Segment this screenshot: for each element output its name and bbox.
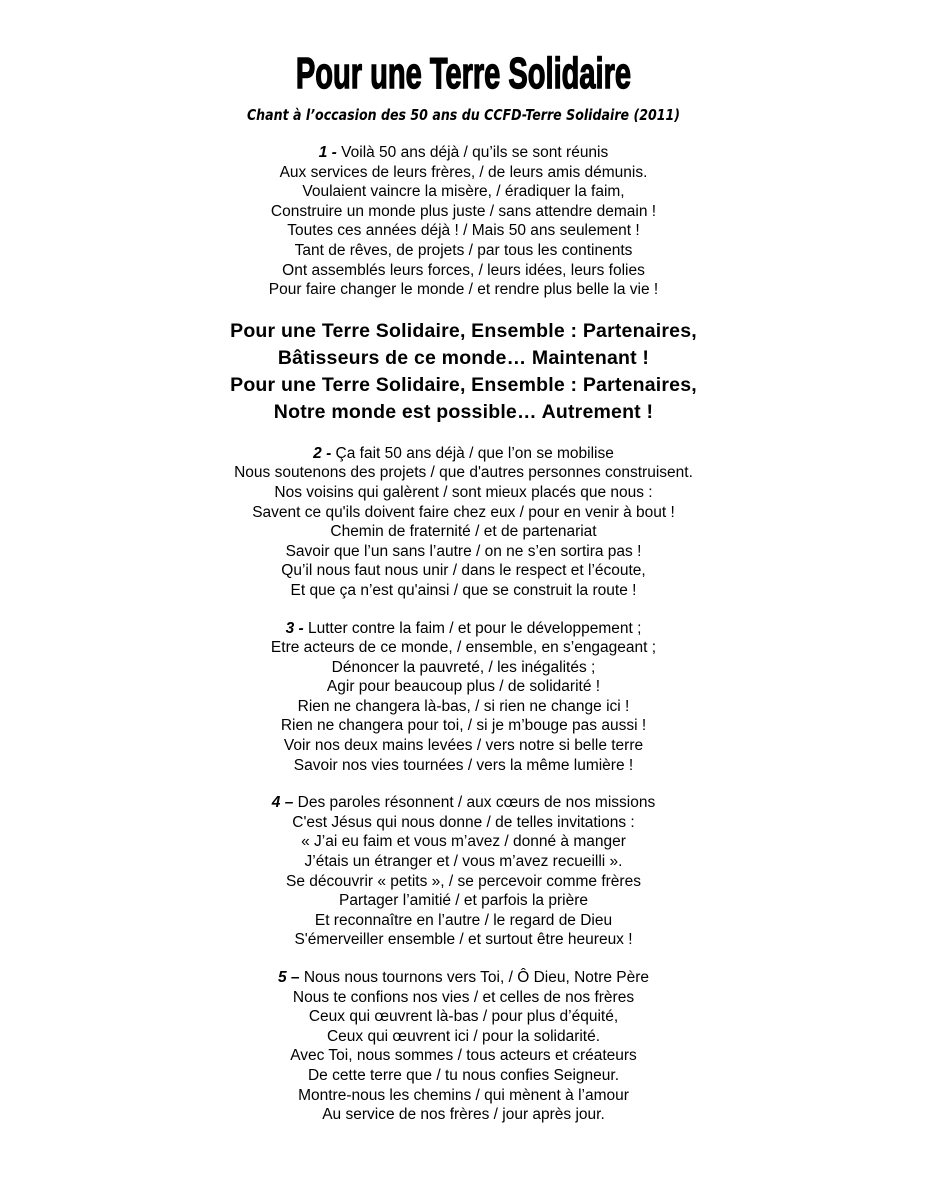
verse-3 [0, 619, 927, 776]
lyric-line: Savoir que l’un sans l’autre / on ne s’en sortira pas ! [285, 542, 642, 560]
chorus-line: Bâtisseurs de ce monde… Maintenant ! [277, 346, 650, 369]
lyric-line: « J’ai eu faim et vous m’avez / donné à manger [301, 833, 626, 851]
lyric-line: Qu’il nous faut nous unir / dans le respect et l’écoute, [281, 562, 646, 580]
lyric-line: Etre acteurs de ce monde, / ensemble, en s’engageant ; [270, 639, 657, 657]
lyric-line: Montre-nous les chemins / qui mènent à l’amour [298, 1086, 629, 1104]
lyric-line: Ceux qui œuvrent ici / pour la solidarité. [326, 1027, 601, 1045]
lyric-line: Savent ce qu'ils doivent faire chez eux / pour en venir à bout ! [252, 503, 675, 521]
lyric-line: Dénoncer la pauvreté, / les inégalités ; [331, 658, 596, 676]
verse-2 [0, 444, 927, 601]
page-subtitle: Chant à l’occasion des 50 ans du CCFD-Terre Solidaire (2011) [246, 106, 681, 124]
lyric-line: Savoir nos vies tournées / vers la même lumière ! [293, 756, 634, 774]
lyric-line: Tant de rêves, de projets / par tous les continents [294, 241, 633, 259]
lyric-line-text: Lutter contre la faim / et pour le développement ; [307, 619, 642, 637]
lyric-line: De cette terre que / tu nous confies Seigneur. [307, 1066, 620, 1084]
lyric-line [0, 619, 927, 639]
lyric-line: Toutes ces années déjà ! / Mais 50 ans seulement ! [287, 222, 640, 240]
chorus-line: Pour une Terre Solidaire, Ensemble : Partenaires, [230, 373, 697, 396]
lyric-line-text: Des paroles résonnent / aux cœurs de nos missions [297, 794, 656, 812]
lyric-line-text: Nous nous tournons vers Toi, / Ô Dieu, Notre Père [303, 969, 650, 986]
lyric-line: Avec Toi, nous sommes / tous acteurs et créateurs [290, 1047, 637, 1065]
lyric-line: Et que ça n’est qu'ainsi / que se construit la route ! [290, 581, 637, 599]
chorus-block [0, 318, 927, 426]
lyric-line-text: Ça fait 50 ans déjà / que l’on se mobilise [335, 444, 614, 462]
verse-number-marker: 2 - [313, 444, 332, 462]
verse-5 [0, 968, 927, 1125]
lyric-line [0, 444, 927, 464]
lyric-line: Voir nos deux mains levées / vers notre si belle terre [283, 737, 644, 755]
chorus-line: Notre monde est possible… Autrement ! [273, 400, 654, 423]
lyric-line-text: Voilà 50 ans déjà / qu’ils se sont réunis [341, 144, 609, 161]
verse-number-marker: 4 – [271, 794, 294, 812]
lyric-line: Construire un monde plus juste / sans attendre demain ! [270, 202, 657, 220]
verse-number-marker: 5 – [277, 969, 300, 986]
lyric-line: Voulaient vaincre la misère, / éradiquer la faim, [302, 183, 625, 201]
chorus-line: Pour une Terre Solidaire, Ensemble : Partenaires, [230, 319, 697, 342]
lyric-line: Nous soutenons des projets / que d'autres personnes construisent. [234, 464, 693, 482]
lyric-line: Au service de nos frères / jour après jour. [322, 1106, 605, 1124]
lyric-line: Agir pour beaucoup plus / de solidarité ! [326, 678, 601, 696]
verse-1 [0, 143, 927, 300]
lyric-line [0, 793, 927, 813]
lyric-line: Nos voisins qui galèrent / sont mieux placés que nous : [274, 483, 653, 501]
lyric-line: S'émerveiller ensemble / et surtout être heureux ! [294, 931, 633, 949]
lyric-line: Nous te confions nos vies / et celles de nos frères [292, 988, 635, 1006]
lyric-line: Chemin de fraternité / et de partenariat [330, 523, 597, 541]
lyric-line: Se découvrir « petits », / se percevoir comme frères [286, 872, 641, 890]
lyric-line: C'est Jésus qui nous donne / de telles invitations : [292, 813, 635, 831]
lyric-line [0, 968, 927, 988]
lyric-line: Ont assemblés leurs forces, / leurs idées, leurs folies [282, 261, 645, 279]
lyric-line: Partager l’amitié / et parfois la prière [339, 892, 588, 910]
verse-4 [0, 793, 927, 950]
lyric-line: Ceux qui œuvrent là-bas / pour plus d’équité, [308, 1008, 619, 1026]
lyric-line: Rien ne changera pour toi, / si je m’bouge pas aussi ! [280, 717, 647, 735]
lyric-line: Rien ne changera là-bas, / si rien ne change ici ! [297, 697, 630, 715]
lyric-line: Et reconnaître en l’autre / le regard de Dieu [314, 911, 613, 929]
lyric-line [0, 143, 927, 163]
lyric-line: Pour faire changer le monde / et rendre plus belle la vie ! [268, 281, 659, 299]
verse-number-marker: 3 - [285, 619, 304, 637]
lyric-line: Aux services de leurs frères, / de leurs amis démunis. [279, 163, 648, 181]
page-title: Pour une Terre Solidaire [295, 49, 632, 98]
lyric-line: J’étais un étranger et / vous m’avez recueilli ». [304, 853, 623, 871]
verse-number-marker: 1 - [318, 144, 337, 161]
